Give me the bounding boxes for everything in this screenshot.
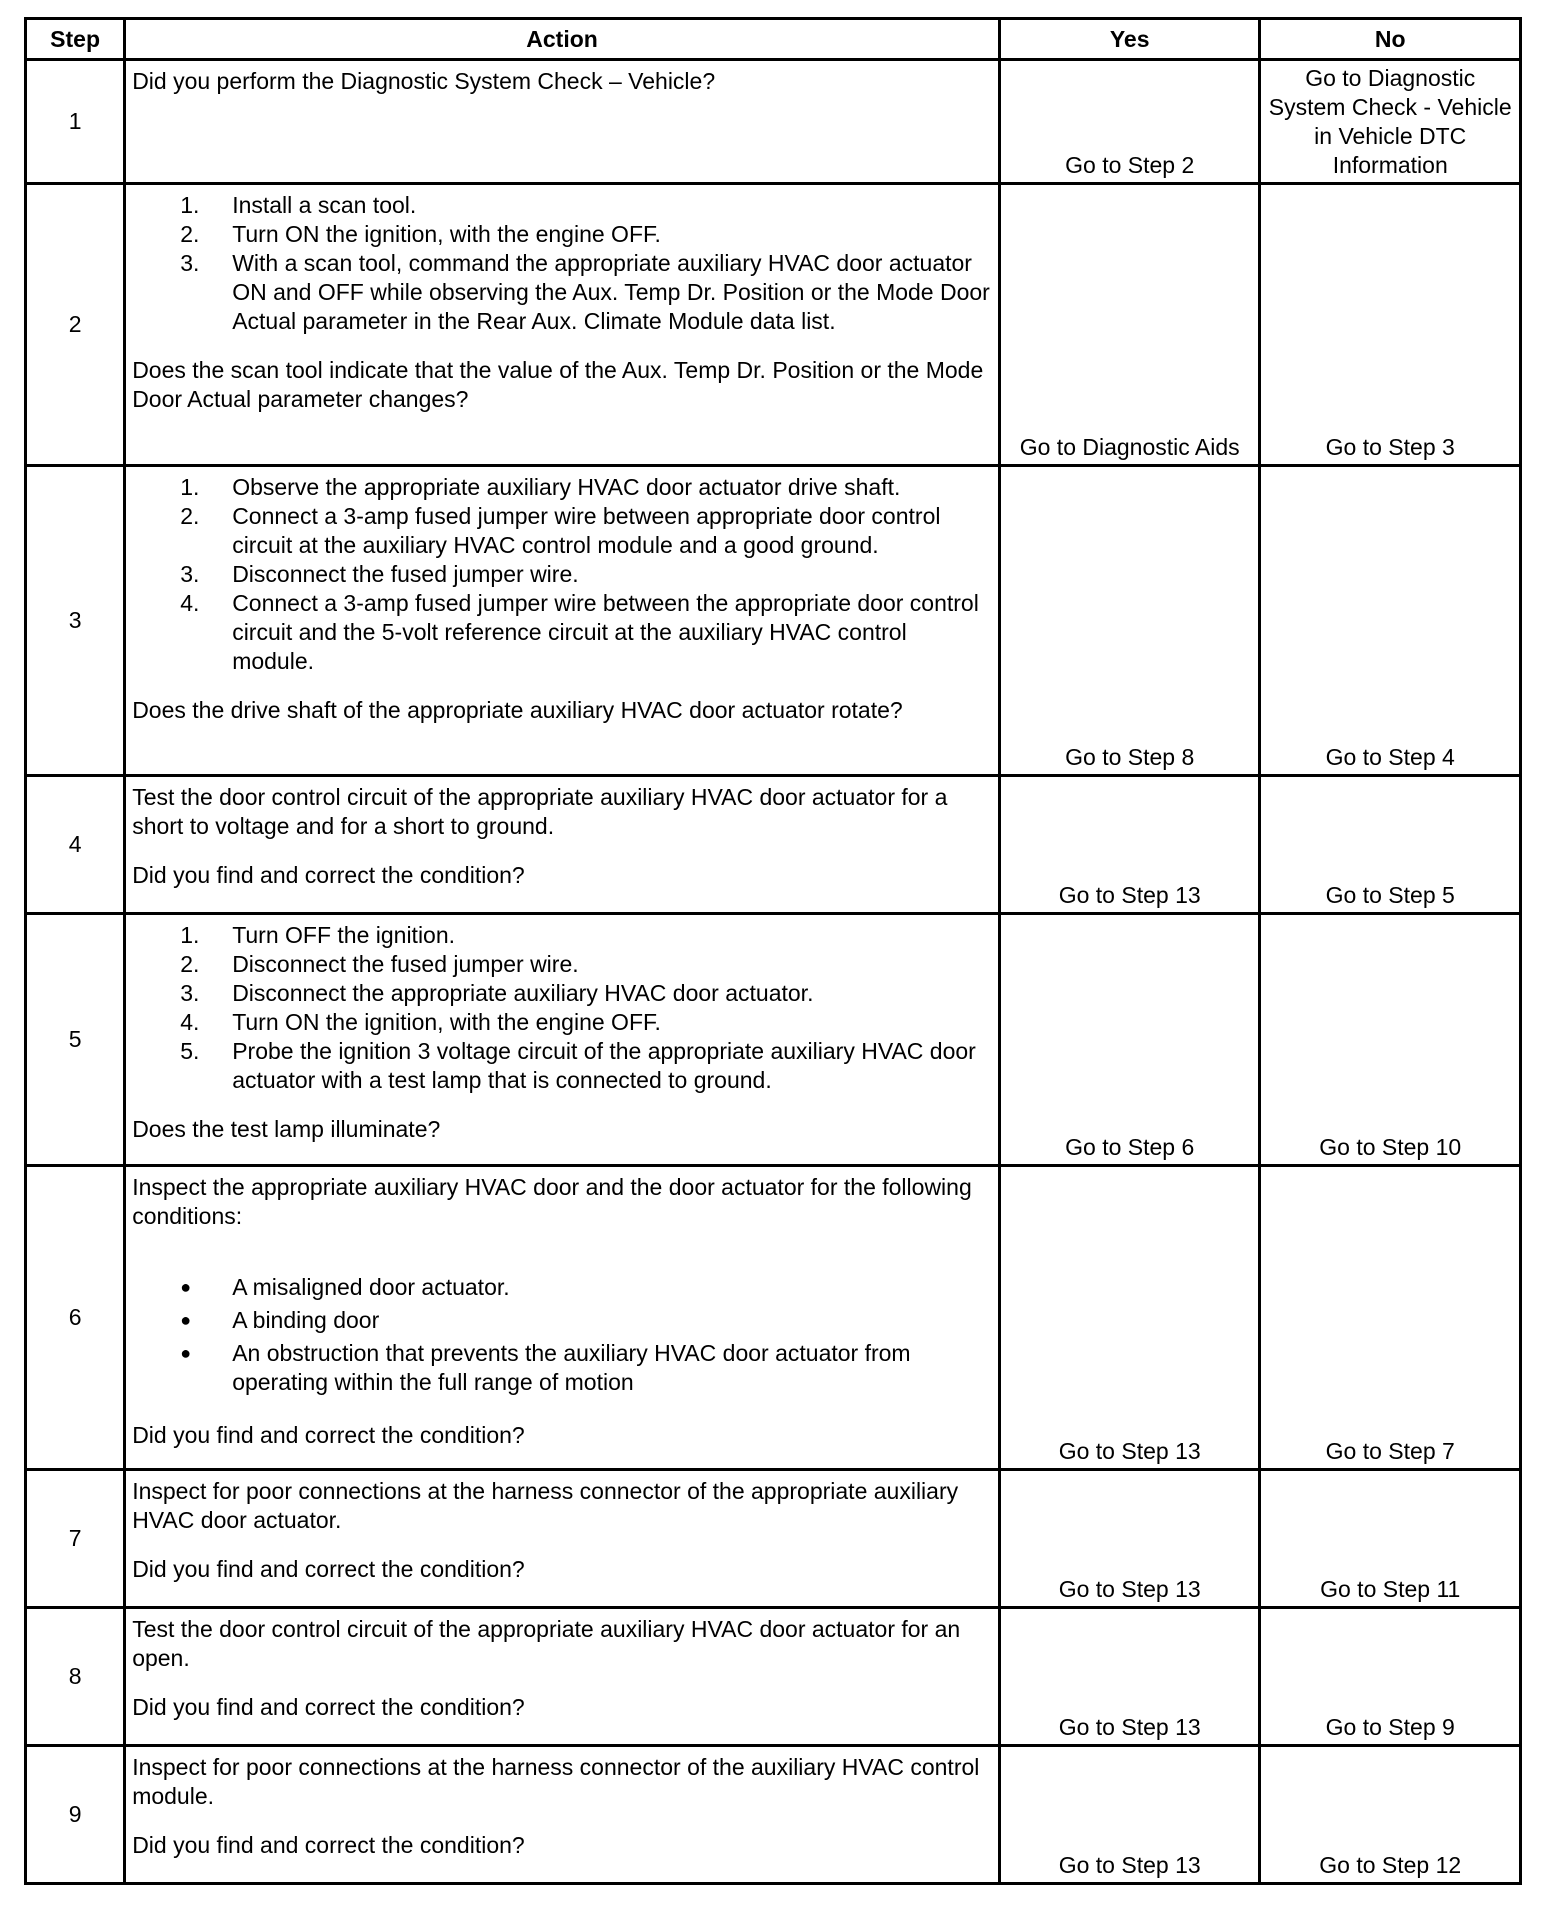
diagnostic-table	[24, 17, 1522, 1885]
yes-cell: Go to Step 13	[999, 1166, 1260, 1470]
list-item: 4. Connect a 3-amp fused jumper wire between the appropriate door control circuit and the 5-volt reference circuit at the auxiliary HVAC control module.	[180, 590, 979, 674]
bullet-icon: ●	[180, 1277, 192, 1297]
list-item: 2. Turn ON the ignition, with the engine OFF.	[180, 221, 661, 247]
action-text: Test the door control circuit of the appropriate auxiliary HVAC door actuator for a short to voltage and for a short to ground.	[132, 784, 948, 839]
no-cell: Go to Step 4	[1260, 466, 1521, 776]
step-number: 6	[26, 1166, 125, 1470]
header-no: No	[1260, 19, 1521, 60]
question-text: Did you find and correct the condition?	[132, 1556, 525, 1582]
action-cell	[125, 1746, 1000, 1884]
step-number: 5	[26, 914, 125, 1166]
yes-cell: Go to Step 2	[999, 60, 1260, 184]
no-cell: Go to Step 7	[1260, 1166, 1521, 1470]
yes-cell: Go to Step 13	[999, 1608, 1260, 1746]
table-row-step-9	[26, 1746, 1521, 1884]
table-row-step-4	[26, 776, 1521, 914]
action-cell	[125, 60, 1000, 184]
no-cell: Go to Diagnostic System Check - Vehicle in Vehicle DTC Information	[1260, 60, 1521, 184]
step-number: 3	[26, 466, 125, 776]
question-text: Does the scan tool indicate that the value of the Aux. Temp Dr. Position or the Mode Door Actual parameter changes?	[132, 357, 984, 412]
question-text: Does the drive shaft of the appropriate auxiliary HVAC door actuator rotate?	[132, 697, 903, 723]
action-cell	[125, 1166, 1000, 1470]
no-cell: Go to Step 5	[1260, 776, 1521, 914]
header-row	[26, 19, 1521, 60]
action-cell	[125, 914, 1000, 1166]
list-item: 2. Disconnect the fused jumper wire.	[180, 951, 579, 977]
list-item: 3. Disconnect the fused jumper wire.	[180, 561, 579, 587]
table-row-step-3	[26, 466, 1521, 776]
no-cell: Go to Step 3	[1260, 184, 1521, 466]
bullet-icon: ●	[180, 1343, 192, 1363]
action-text: Did you perform the Diagnostic System Check – Vehicle?	[132, 68, 716, 94]
no-cell: Go to Step 11	[1260, 1470, 1521, 1608]
table-row-step-8	[26, 1608, 1521, 1746]
list-item: 1. Turn OFF the ignition.	[180, 922, 456, 948]
list-item: 3. Disconnect the appropriate auxiliary HVAC door actuator.	[180, 980, 814, 1006]
no-cell: Go to Step 10	[1260, 914, 1521, 1166]
step-number: 2	[26, 184, 125, 466]
question-text: Did you find and correct the condition?	[132, 862, 525, 888]
list-item: 1. Install a scan tool.	[180, 192, 417, 218]
header-action: Action	[125, 19, 1000, 60]
list-item: 3. With a scan tool, command the appropriate auxiliary HVAC door actuator ON and OFF while observing the Aux. Temp Dr. Position or the Mode Door Actual parameter in the Rear Aux. Climate Module data list.	[180, 250, 990, 334]
question-text: Did you find and correct the condition?	[132, 1422, 525, 1448]
action-text: Inspect the appropriate auxiliary HVAC door and the door actuator for the following conditions:	[132, 1174, 972, 1229]
bullet-icon: ●	[180, 1310, 192, 1330]
action-text: Test the door control circuit of the appropriate auxiliary HVAC door actuator for an open.	[132, 1616, 961, 1671]
table-row-step-6	[26, 1166, 1521, 1470]
list-item: 4. Turn ON the ignition, with the engine OFF.	[180, 1009, 661, 1035]
header-step: Step	[26, 19, 125, 60]
step-number: 4	[26, 776, 125, 914]
procedure-list	[132, 473, 992, 676]
question-text: Did you find and correct the condition?	[132, 1694, 525, 1720]
step-number: 9	[26, 1746, 125, 1884]
no-cell: Go to Step 12	[1260, 1746, 1521, 1884]
procedure-list	[132, 191, 992, 336]
step-number: 1	[26, 60, 125, 184]
question-text: Does the test lamp illuminate?	[132, 1116, 441, 1142]
action-cell	[125, 1608, 1000, 1746]
table-row-step-2	[26, 184, 1521, 466]
action-cell	[125, 184, 1000, 466]
list-item: ● A misaligned door actuator.	[180, 1274, 510, 1300]
yes-cell: Go to Step 6	[999, 914, 1260, 1166]
table-row-step-1	[26, 60, 1521, 184]
no-cell: Go to Step 9	[1260, 1608, 1521, 1746]
table-row-step-7	[26, 1470, 1521, 1608]
list-item: 1. Observe the appropriate auxiliary HVAC door actuator drive shaft.	[180, 474, 901, 500]
question-text: Did you find and correct the condition?	[132, 1832, 525, 1858]
step-number: 7	[26, 1470, 125, 1608]
action-text: Inspect for poor connections at the harness connector of the auxiliary HVAC control module.	[132, 1754, 980, 1809]
table-row-step-5	[26, 914, 1521, 1166]
yes-cell: Go to Step 8	[999, 466, 1260, 776]
list-item: 2. Connect a 3-amp fused jumper wire between appropriate door control circuit at the auxiliary HVAC control module and a good ground.	[180, 503, 941, 558]
action-cell	[125, 1470, 1000, 1608]
step-number: 8	[26, 1608, 125, 1746]
header-yes: Yes	[999, 19, 1260, 60]
yes-cell: Go to Diagnostic Aids	[999, 184, 1260, 466]
list-item: ● A binding door	[180, 1307, 380, 1333]
action-cell	[125, 776, 1000, 914]
yes-cell: Go to Step 13	[999, 776, 1260, 914]
procedure-list	[132, 921, 992, 1095]
action-cell	[125, 466, 1000, 776]
list-item: 5. Probe the ignition 3 voltage circuit of the appropriate auxiliary HVAC door actuator with a test lamp that is connected to ground.	[180, 1038, 976, 1093]
list-item: ● An obstruction that prevents the auxiliary HVAC door actuator from operating within the full range of motion	[180, 1340, 911, 1395]
action-text: Inspect for poor connections at the harness connector of the appropriate auxiliary HVAC door actuator.	[132, 1478, 959, 1533]
yes-cell: Go to Step 13	[999, 1746, 1260, 1884]
yes-cell: Go to Step 13	[999, 1470, 1260, 1608]
condition-list	[132, 1273, 992, 1401]
